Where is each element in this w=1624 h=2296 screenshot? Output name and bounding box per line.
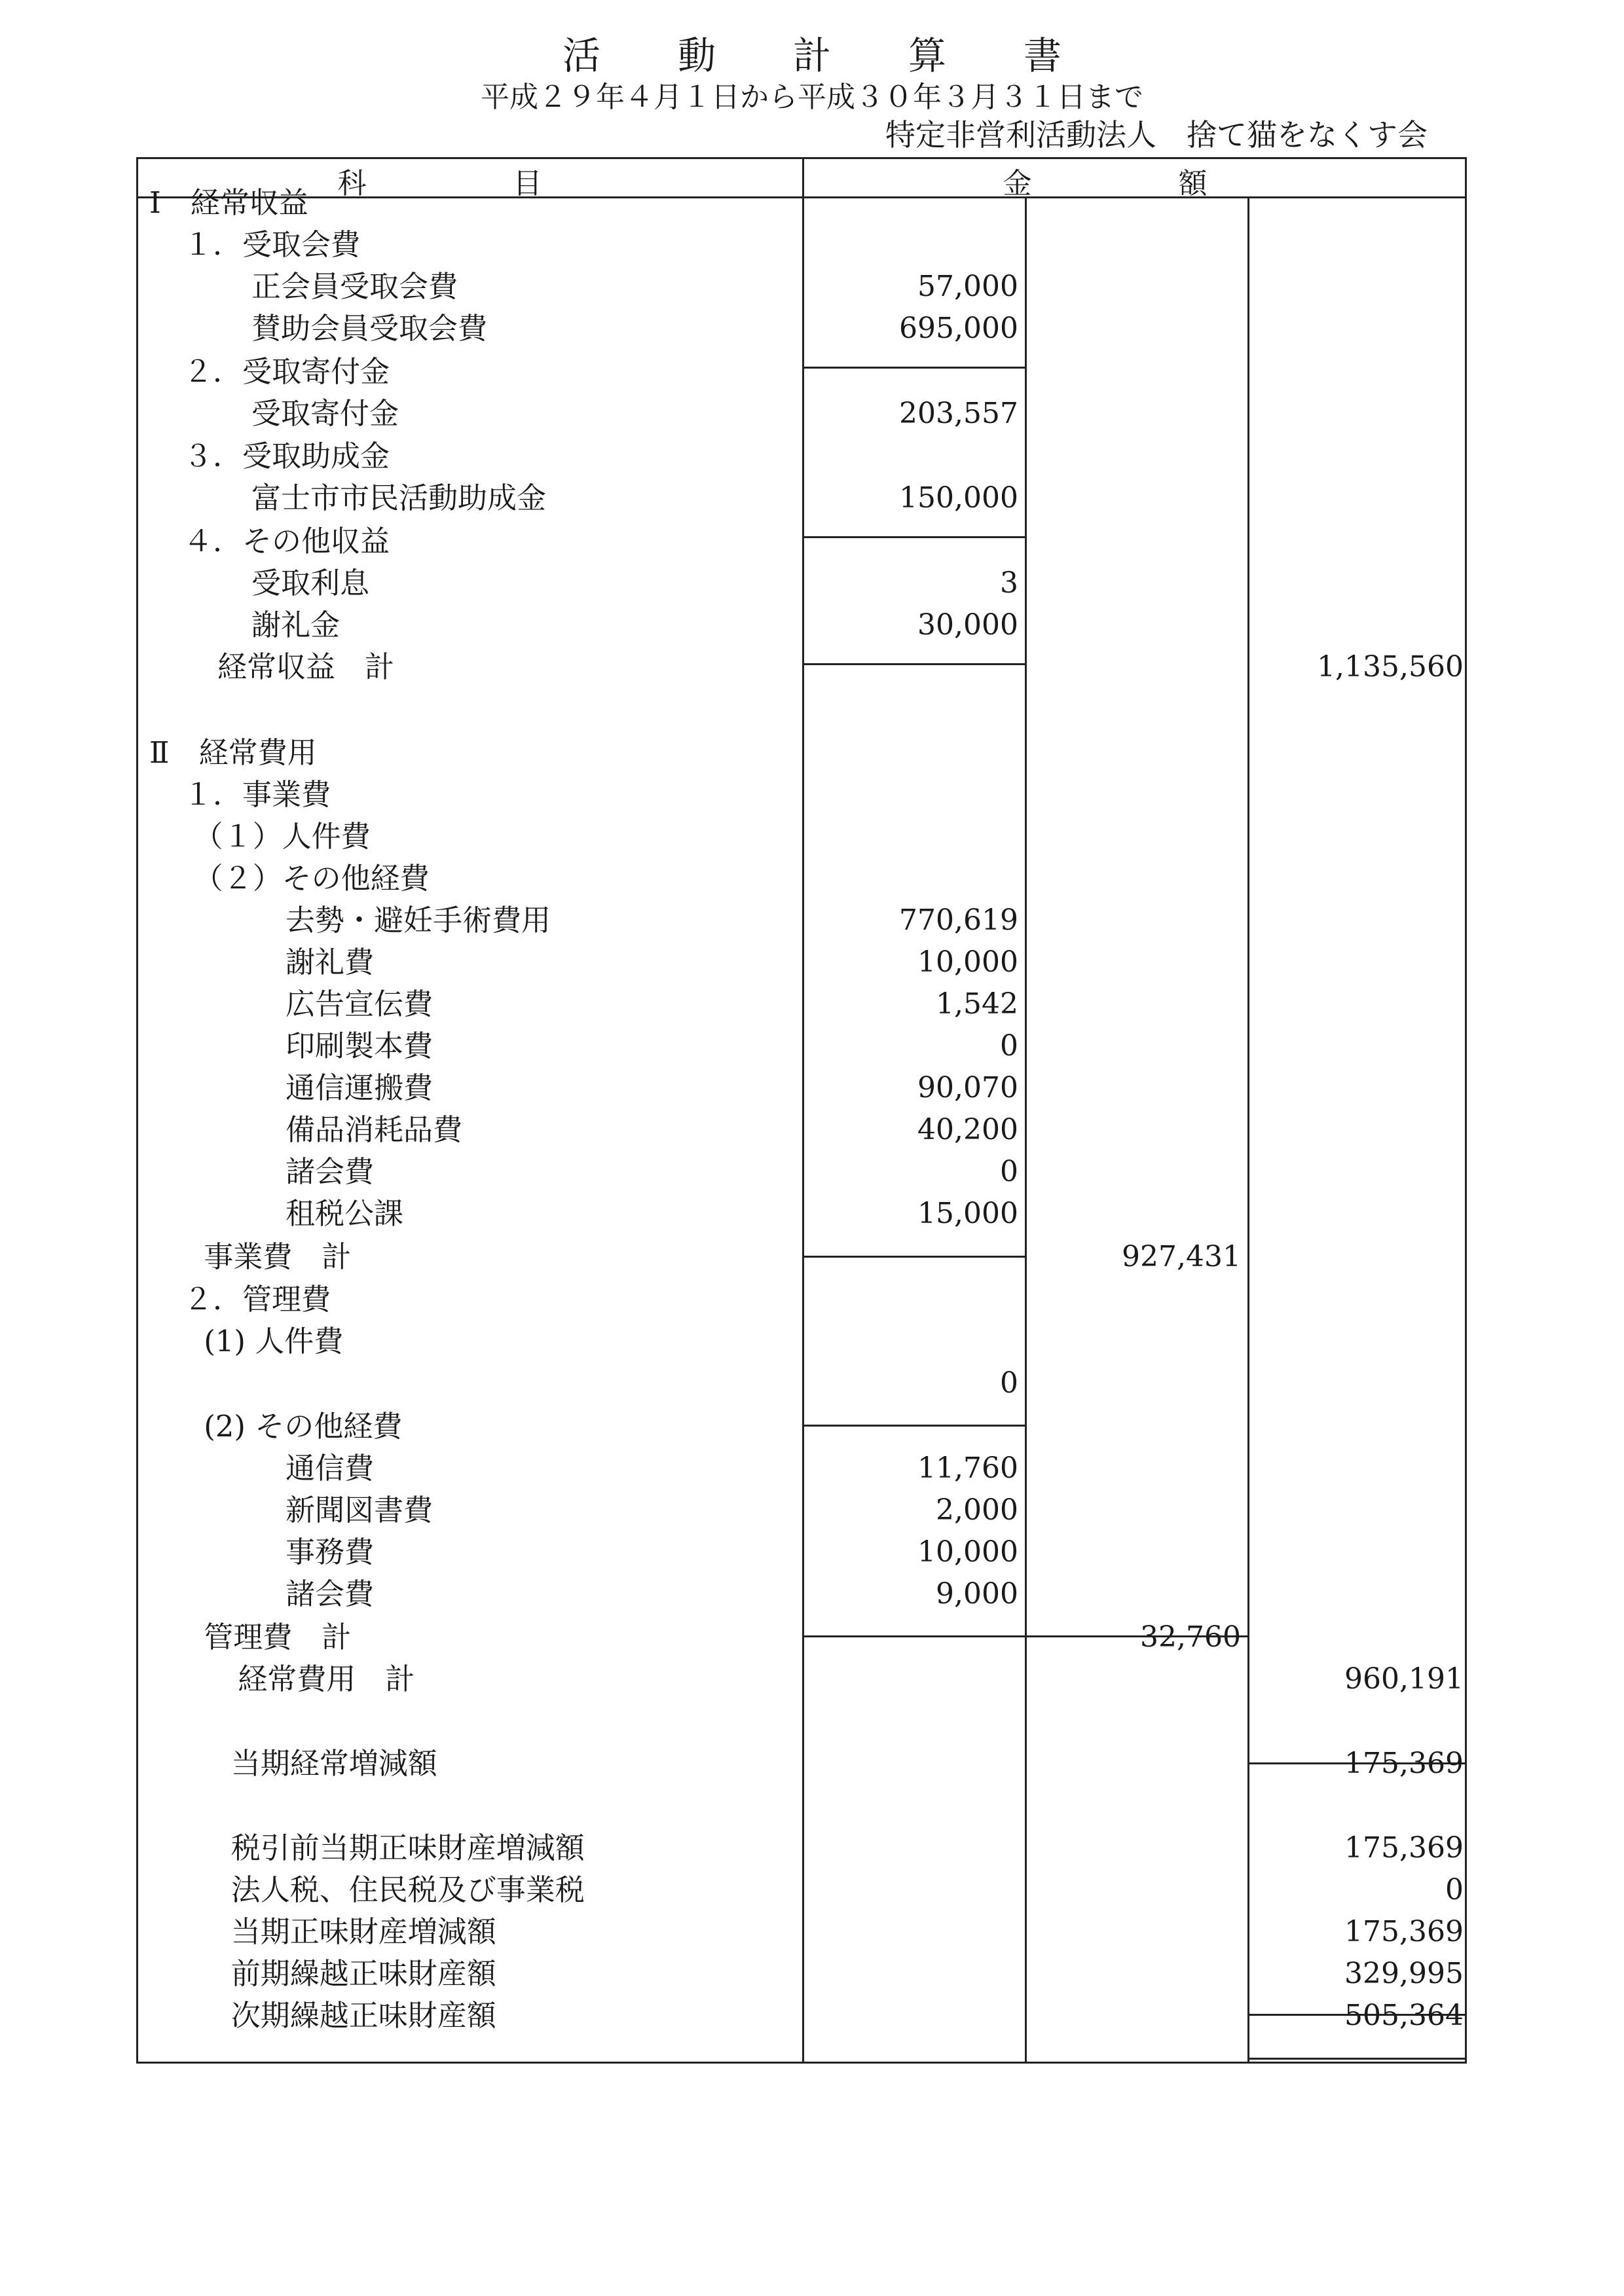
amount-cell: 0 (1445, 1873, 1464, 1906)
column-divider (802, 157, 804, 2064)
subtotal-rule (802, 663, 1025, 665)
row-label: １．受取会費 (183, 227, 361, 262)
row-label: 当期経常増減額 (231, 1746, 437, 1781)
row-label: 経常費用 計 (238, 1662, 415, 1696)
row-label: 備品消耗品費 (286, 1112, 463, 1147)
column-divider (1025, 196, 1027, 2064)
amount-cell: 10,000 (917, 945, 1018, 979)
row-label: 謝礼金 (251, 608, 341, 642)
amount-cell: 3 (1000, 566, 1018, 600)
row-label: 印刷製本費 (286, 1029, 434, 1063)
amount-cell: 57,000 (917, 270, 1018, 303)
row-label: 広告宣伝費 (286, 987, 434, 1021)
row-label: 租税公課 (286, 1196, 404, 1231)
row-label: 賛助会員受取会費 (251, 311, 488, 346)
subtotal-rule (802, 1425, 1025, 1427)
row-label: 管理費 計 (204, 1620, 352, 1654)
row-label: 税引前当期正味財産増減額 (231, 1831, 585, 1865)
amount-cell: 1,542 (936, 987, 1018, 1021)
amount-cell: 695,000 (899, 312, 1018, 345)
amount-cell: 175,369 (1344, 1915, 1464, 1948)
fiscal-period: 平成２９年４月１日から平成３０年３月３１日まで (481, 81, 1143, 114)
row-label: ３．受取助成金 (183, 439, 390, 473)
row-label: 通信運搬費 (286, 1070, 434, 1105)
row-label: 去勢・避妊手術費用 (286, 903, 551, 938)
row-label: 法人税、住民税及び事業税 (231, 1872, 585, 1907)
row-label: (2) その他経費 (204, 1409, 403, 1444)
amount-cell: 40,200 (917, 1113, 1018, 1146)
row-label: 富士市市民活動助成金 (251, 481, 547, 515)
row-label: （２）その他経費 (193, 861, 430, 896)
amount-cell: 1,135,560 (1317, 650, 1464, 683)
amount-cell: 30,000 (917, 608, 1018, 642)
row-label: Ⅱ 経常費用 (149, 735, 317, 770)
row-label: 事業費 計 (204, 1239, 352, 1274)
row-label: 経常収益 計 (217, 649, 395, 684)
amount-cell: 11,760 (917, 1451, 1018, 1485)
row-label: （１）人件費 (193, 819, 371, 854)
row-label: 諸会費 (286, 1154, 375, 1189)
amount-cell: 15,000 (917, 1197, 1018, 1230)
amount-cell: 10,000 (917, 1535, 1018, 1569)
row-label: ４．その他収益 (183, 524, 390, 558)
row-label: 前期繰越正味財産額 (231, 1956, 496, 1991)
amount-cell: 960,191 (1344, 1662, 1464, 1696)
amount-cell: 32,760 (1140, 1620, 1241, 1654)
amount-cell: 175,369 (1344, 1831, 1464, 1865)
column-divider (1247, 196, 1249, 2064)
row-label: Ⅰ 経常収益 (149, 185, 308, 220)
amount-cell: 329,995 (1344, 1957, 1464, 1990)
subtotal-rule (802, 536, 1025, 538)
amount-cell: 150,000 (899, 481, 1018, 515)
header-amount: 金 額 (1003, 167, 1266, 200)
row-label: 謝礼費 (286, 945, 375, 979)
amount-cell: 90,070 (917, 1071, 1018, 1104)
amount-cell: 2,000 (936, 1493, 1018, 1527)
double-rule (1247, 2058, 1467, 2060)
organization-name: 特定非営利活動法人 捨て猫をなくす会 (885, 117, 1428, 153)
subtotal-rule (802, 367, 1025, 369)
row-label: 諸会費 (286, 1576, 375, 1611)
amount-cell: 0 (1000, 1155, 1018, 1188)
row-label: 新聞図書費 (286, 1493, 434, 1527)
document-title: 活動計算書 (562, 33, 1139, 78)
row-label: 正会員受取会費 (251, 269, 458, 304)
amount-cell: 203,557 (899, 397, 1018, 430)
row-label: (1) 人件費 (204, 1324, 344, 1358)
row-label: 受取寄付金 (251, 396, 399, 431)
amount-cell: 0 (1000, 1366, 1018, 1400)
row-label: ２．管理費 (183, 1282, 331, 1317)
amount-cell: 505,364 (1344, 1999, 1464, 2032)
amount-cell: 175,369 (1344, 1747, 1464, 1780)
header-subject: 科 目 (337, 167, 601, 200)
row-label: 当期正味財産増減額 (231, 1914, 496, 1949)
row-label: 事務費 (286, 1535, 375, 1569)
row-label: 受取利息 (251, 566, 370, 600)
row-label: １．事業費 (183, 777, 331, 812)
row-label: 通信費 (286, 1451, 375, 1485)
row-label: ２．受取寄付金 (183, 354, 390, 389)
subtotal-rule (802, 1256, 1025, 1258)
row-label: 次期繰越正味財産額 (231, 1998, 496, 2033)
amount-cell: 927,431 (1122, 1240, 1241, 1273)
amount-cell: 770,619 (899, 903, 1018, 937)
amount-cell: 9,000 (936, 1577, 1018, 1611)
amount-cell: 0 (1000, 1029, 1018, 1063)
